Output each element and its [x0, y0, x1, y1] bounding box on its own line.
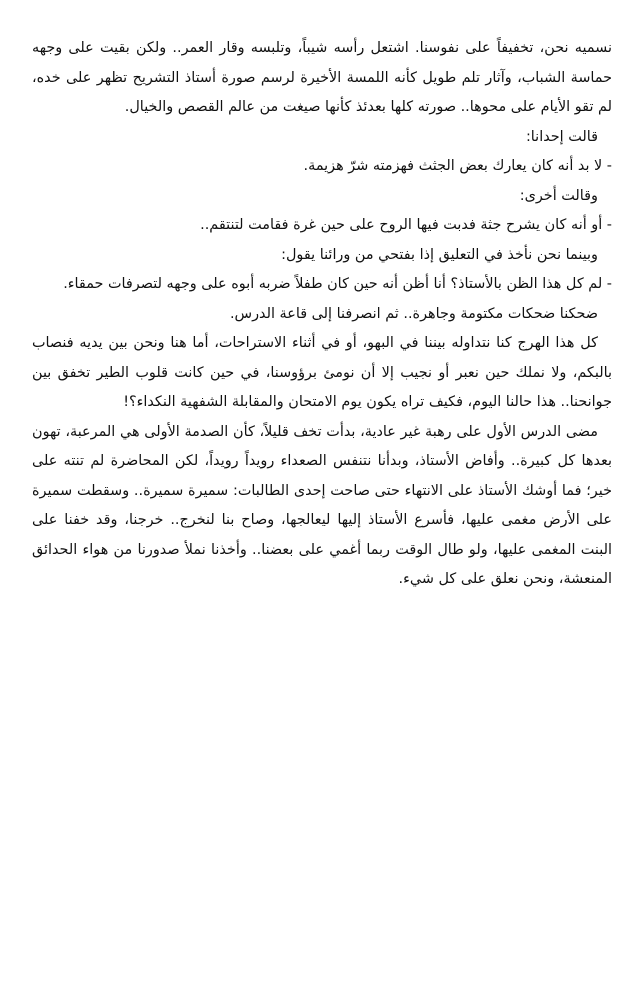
paragraph-5: - أو أنه كان يشرح جثة فدبت فيها الروح على حين غرة فقامت لتنتقم.. [200, 217, 612, 233]
paragraph-3: - لا بد أنه كان يعارك بعض الجثث فهزمته شرّ هزيمة. [303, 158, 612, 174]
paragraph-4: وقالت أخرى: [519, 187, 598, 204]
paragraph-8: ضحكنا ضحكات مكتومة وجاهرة.. ثم انصرفنا إلى قاعة الدرس. [229, 305, 598, 322]
document-page [32, 34, 612, 595]
paragraph-2: قالت إحدانا: [525, 128, 598, 145]
paragraph-6: وبينما نحن نأخذ في التعليق إذا بفتحي من ورائنا يقول: [281, 246, 598, 263]
paragraph-1: نسميه نحن، تخفيفاً على نفوسنا. اشتعل رأسه شيباً، وتلبسه وقار العمر.. ولكن بقيت على وجهه حماسة الشباب، وآثار تلم طويل كأنه اللمسة الأخيرة لرسم صورة أستاذ التشريح تظهر على خده، لم تقو الأيام على محوها.. صورته كلها بعدئذ كأنها صيغت من عالم القصص والخيال. [32, 40, 612, 115]
paragraph-9: كل هذا الهرج كنا نتداوله بيننا في البهو، أو في أثناء الاستراحات، أما هنا ونحن بين يديه فنصاب بالبكم، ولا نملك حين نعبر أو نجيب إلا أن نومئ برؤوسنا، في حين كانت قلوب الطير تخفق بين جوانحنا.. هذا حالنا اليوم، فكيف تراه يكون يوم الامتحان والمقابلة الشفهية النكداء؟! [32, 335, 612, 410]
paragraph-7: - لم كل هذا الظن بالأستاذ؟ أنا أظن أنه حين كان طفلاً ضربه أبوه على وجهه لتصرفات حمقاء. [63, 276, 612, 292]
paragraph-10: مضى الدرس الأول على رهبة غير عادية، بدأت تخف قليلاً، كأن الصدمة الأولى هي المرعبة، تهون بعدها كل كبيرة.. وأفاض الأستاذ، وبدأنا نتنفس الصعداء رويداً رويداً، لكن المحاضرة لم تنته على خير؛ فما أوشك الأستاذ على الانتهاء حتى صاحت إحدى الطالبات: سميرة سميرة.. وسقطت سميرة على الأرض مغمى عليها، فأسرع الأستاذ إليها ليعالجها، وصاح بنا لنخرج.. خرجنا، وقد خفنا على البنت المغمى عليها، ولو طال الوقت ربما أغمي على بعضنا.. وأخذنا نملأ صدورنا من هواء الحدائق المنعشة، ونحن نعلق على كل شيء. [32, 423, 612, 587]
